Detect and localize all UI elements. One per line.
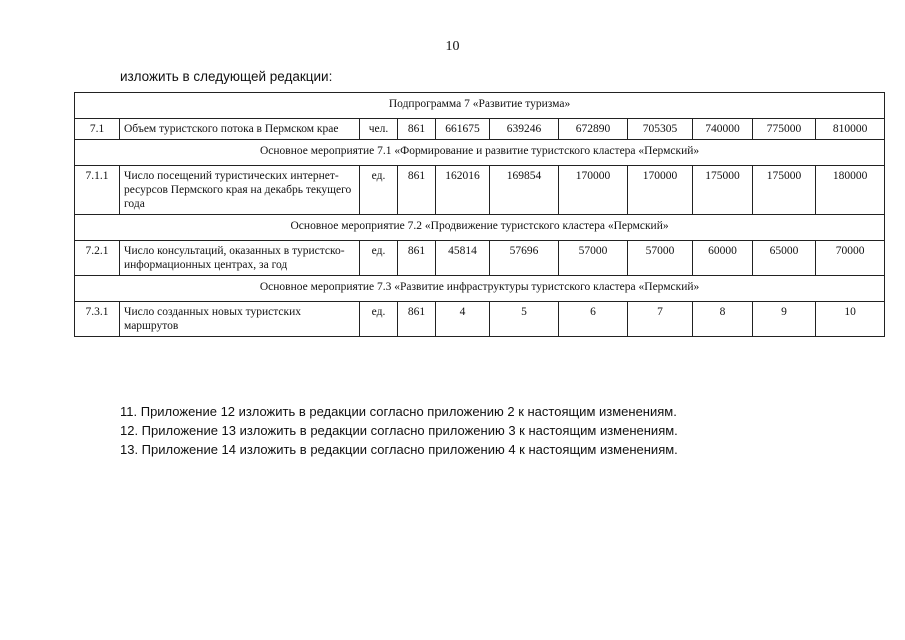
row-code: 7.1.1: [75, 166, 120, 215]
intro-text: изложить в следующей редакции:: [120, 69, 333, 84]
section-row: [75, 93, 885, 119]
value-cell: 57000: [559, 241, 628, 276]
unit-cell: ед.: [360, 166, 398, 215]
row-code: 7.1: [75, 119, 120, 140]
table-row: [75, 119, 885, 140]
value-cell: 60000: [693, 241, 753, 276]
value-cell: 169854: [490, 166, 559, 215]
code-cell: 861: [398, 119, 436, 140]
table-row: [75, 241, 885, 276]
row-code: 7.3.1: [75, 302, 120, 337]
value-cell: 775000: [753, 119, 816, 140]
table-row: [75, 302, 885, 337]
section-row: [75, 140, 885, 166]
value-cell: 7: [628, 302, 693, 337]
page-number: 10: [445, 39, 460, 54]
note-item: 13. Приложение 14 изложить в редакции согласно приложению 4 к настоящим изменениям.: [120, 442, 678, 457]
indicator-name: Число консультаций, оказанных в туристско-информационных центрах, за год: [120, 241, 360, 276]
value-cell: 5: [490, 302, 559, 337]
code-cell: 861: [398, 302, 436, 337]
code-cell: 861: [398, 166, 436, 215]
value-cell: 162016: [436, 166, 490, 215]
indicator-name: Объем туристского потока в Пермском крае: [120, 119, 360, 140]
value-cell: 8: [693, 302, 753, 337]
indicators-table: [74, 92, 885, 337]
table-row: [75, 166, 885, 215]
section-row: [75, 276, 885, 302]
value-cell: 705305: [628, 119, 693, 140]
value-cell: 57000: [628, 241, 693, 276]
value-cell: 10: [816, 302, 885, 337]
code-cell: 861: [398, 241, 436, 276]
unit-cell: ед.: [360, 302, 398, 337]
section-title: Подпрограмма 7 «Развитие туризма»: [75, 93, 885, 119]
section-title: Основное мероприятие 7.3 «Развитие инфраструктуры туристского кластера «Пермский»: [75, 276, 885, 302]
value-cell: 57696: [490, 241, 559, 276]
value-cell: 672890: [559, 119, 628, 140]
section-row: [75, 215, 885, 241]
indicator-name: Число посещений туристических интернет-ресурсов Пермского края на декабрь текущего года: [120, 166, 360, 215]
value-cell: 45814: [436, 241, 490, 276]
value-cell: 175000: [693, 166, 753, 215]
value-cell: 810000: [816, 119, 885, 140]
unit-cell: ед.: [360, 241, 398, 276]
value-cell: 639246: [490, 119, 559, 140]
note-item: 12. Приложение 13 изложить в редакции согласно приложению 3 к настоящим изменениям.: [120, 423, 678, 438]
section-title: Основное мероприятие 7.1 «Формирование и развитие туристского кластера «Пермский»: [75, 140, 885, 166]
notes: [120, 402, 678, 459]
value-cell: 4: [436, 302, 490, 337]
indicator-name: Число созданных новых туристских маршрутов: [120, 302, 360, 337]
unit-cell: чел.: [360, 119, 398, 140]
value-cell: 6: [559, 302, 628, 337]
value-cell: 170000: [628, 166, 693, 215]
value-cell: 9: [753, 302, 816, 337]
note-item: 11. Приложение 12 изложить в редакции согласно приложению 2 к настоящим изменениям.: [120, 404, 677, 419]
value-cell: 175000: [753, 166, 816, 215]
value-cell: 661675: [436, 119, 490, 140]
row-code: 7.2.1: [75, 241, 120, 276]
value-cell: 170000: [559, 166, 628, 215]
value-cell: 180000: [816, 166, 885, 215]
section-title: Основное мероприятие 7.2 «Продвижение туристского кластера «Пермский»: [75, 215, 885, 241]
value-cell: 70000: [816, 241, 885, 276]
value-cell: 65000: [753, 241, 816, 276]
value-cell: 740000: [693, 119, 753, 140]
